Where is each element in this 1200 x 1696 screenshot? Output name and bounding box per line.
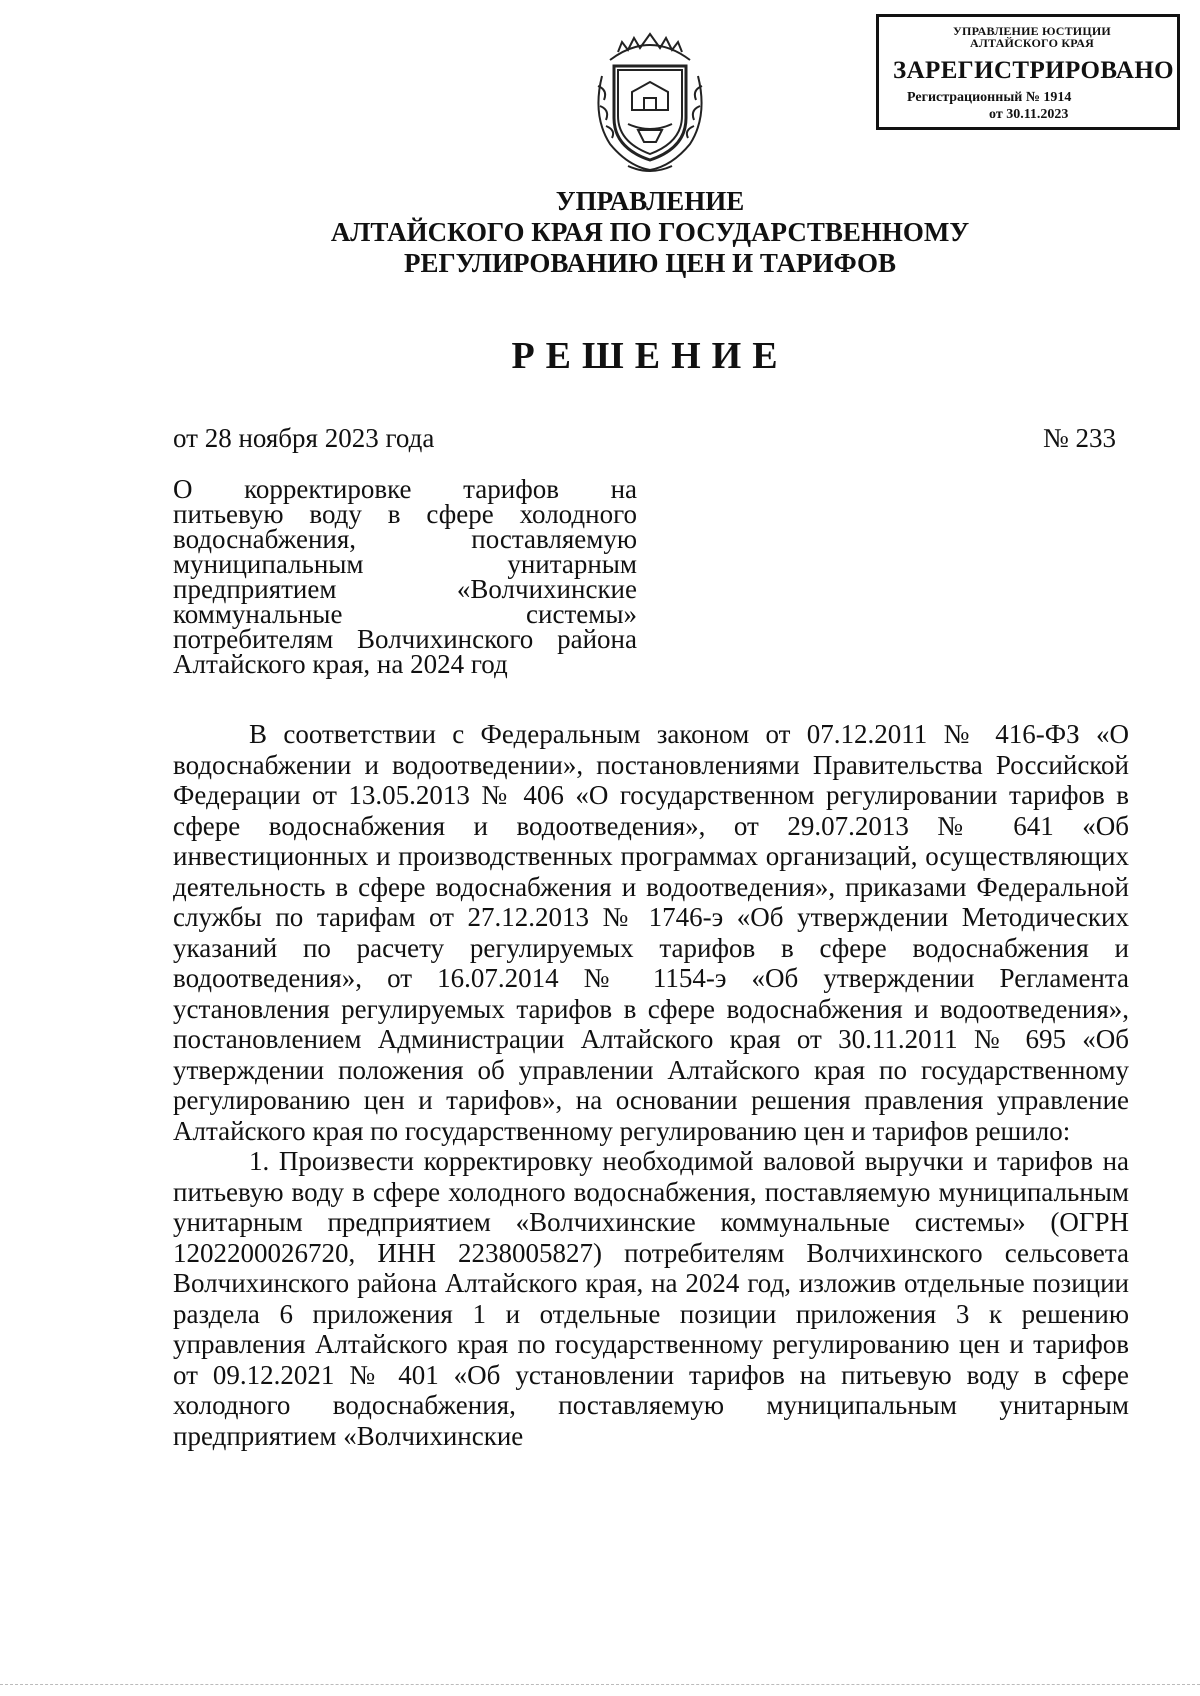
subject-line: потребителям Волчихинского района <box>173 624 637 654</box>
document-body <box>173 719 1129 1451</box>
subject-line: предприятием «Волчихинские <box>173 574 637 604</box>
stamp-org-line-1: УПРАВЛЕНИЕ ЮСТИЦИИ <box>953 24 1111 38</box>
stamp-status: ЗАРЕГИСТРИРОВАНО <box>893 57 1175 84</box>
subject-line: О корректировке тарифов на <box>173 474 637 504</box>
body-paragraph-item-1: 1. Произвести корректировку необходимой валовой выручки и тарифов на питьевую воду в сфере холодного водоснабжения, поставляемую муниципальным унитарным предприятием «Волчихинские коммунальные системы» (ОГРН 1202200026720, ИНН 2238005827) потребителям Волчихинского сельсовета Волчихинского района Алтайского края, на 2024 год, изложив отдельные позиции раздела 6 приложения 1 и отдельные позиции приложения 3 к решению управления Алтайского края по государственному регулированию цен и тарифов от 09.12.2021 № 401 «Об установлении тарифов на питьевую воду в сфере холодного водоснабжения, поставляемую муниципальным унитарным предприятием «Волчихинские <box>173 1146 1129 1451</box>
subject-line: Алтайского края, на 2024 год <box>173 649 508 679</box>
agency-line-3: РЕГУЛИРОВАНИЮ ЦЕН И ТАРИФОВ <box>403 248 897 278</box>
stamp-reg-number: Регистрационный № 1914 <box>907 90 1072 105</box>
document-subject <box>173 474 637 679</box>
agency-name <box>0 186 1200 279</box>
subject-line: коммунальные системы» <box>173 599 637 629</box>
stamp-org-line-2: АЛТАЙСКОГО КРАЯ <box>970 36 1094 50</box>
altai-krai-coat-of-arms-icon <box>588 26 712 178</box>
subject-line: водоснабжения, поставляемую <box>173 524 637 554</box>
body-paragraph-preamble: В соответствии с Федеральным законом от 07.12.2011 № 416-ФЗ «О водоснабжении и водоотведении», постановлениями Правительства Российской Федерации от 13.05.2013 № 406 «О государственном регулировании тарифов в сфере водоснабжения и водоотведения», от 29.07.2013 № 641 «Об инвестиционных и производственных программах организаций, осуществляющих деятельность в сфере водоснабжения и водоотведения», приказами Федеральной службы по тарифам от 27.12.2013 № 1746-э «Об утверждении Методических указаний по расчету регулируемых тарифов в сфере водоснабжения и водоотведения», от 16.07.2014 № 1154-э «Об утверждении Регламента установления регулируемых тарифов в сфере водоснабжения и водоотведения», постановлением Администрации Алтайского края от 30.11.2011 № 695 «Об утверждении положения об управлении Алтайского края по государственному регулированию цен и тарифов», на основании решения правления управление Алтайского края по государственному регулированию цен и тарифов решило: <box>173 719 1129 1146</box>
document-date: от 28 ноября 2023 года <box>173 423 435 453</box>
agency-line-2: АЛТАЙСКОГО КРАЯ ПО ГОСУДАРСТВЕННОМУ <box>330 217 970 247</box>
stamp-reg-date: от 30.11.2023 <box>989 107 1069 122</box>
subject-line: питьевую воду в сфере холодного <box>173 499 637 529</box>
document-type: РЕШЕНИЕ <box>511 335 789 377</box>
document-number: № 233 <box>1042 423 1116 453</box>
agency-line-1: УПРАВЛЕНИЕ <box>555 186 745 216</box>
scan-edge-line <box>0 1684 1200 1687</box>
subject-line: муниципальным унитарным <box>173 549 637 579</box>
registration-stamp <box>876 14 1180 130</box>
